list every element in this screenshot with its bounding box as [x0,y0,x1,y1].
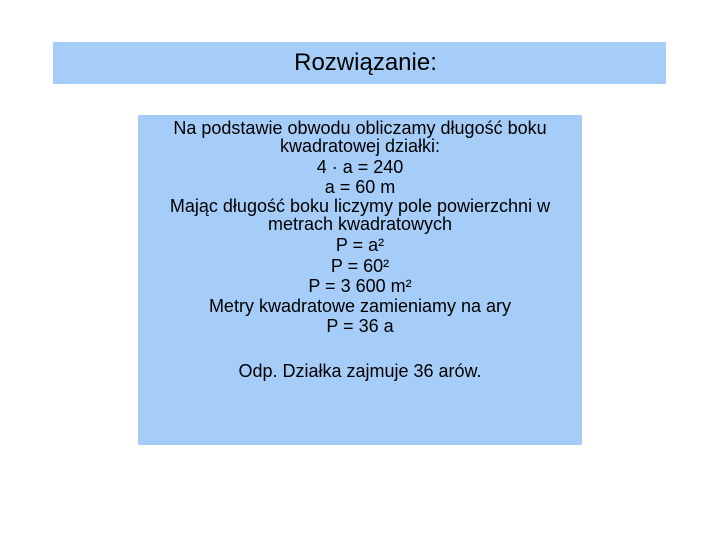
equation-area-formula: P = a² [335,235,385,256]
solution-line-1: Na podstawie obwodu obliczamy długość boku [173,118,547,138]
slide-title: Rozwiązanie: [294,49,437,76]
solution-line-5: Mając długość boku liczymy pole powierzchni w [169,196,551,217]
equation-area-substitution: P = 60² [330,255,390,276]
equation-side-length: a = 60 m [324,177,396,198]
solution-line-6: metrach kwadratowych [267,214,453,235]
equation-area-result: P = 3 600 m² [308,275,412,296]
solution-line-2: kwadratowej działki: [279,136,441,156]
solution-line-10: Metry kwadratowe zamieniamy na ary [208,296,512,317]
title-banner [53,42,666,84]
equation-area-in-ares: P = 36 a [326,316,394,337]
blank-line [138,336,582,356]
final-answer: Odp. Działka zajmuje 36 arów. [238,361,482,382]
solution-panel [138,115,582,445]
equation-perimeter: 4 · a = 240 [316,157,404,177]
